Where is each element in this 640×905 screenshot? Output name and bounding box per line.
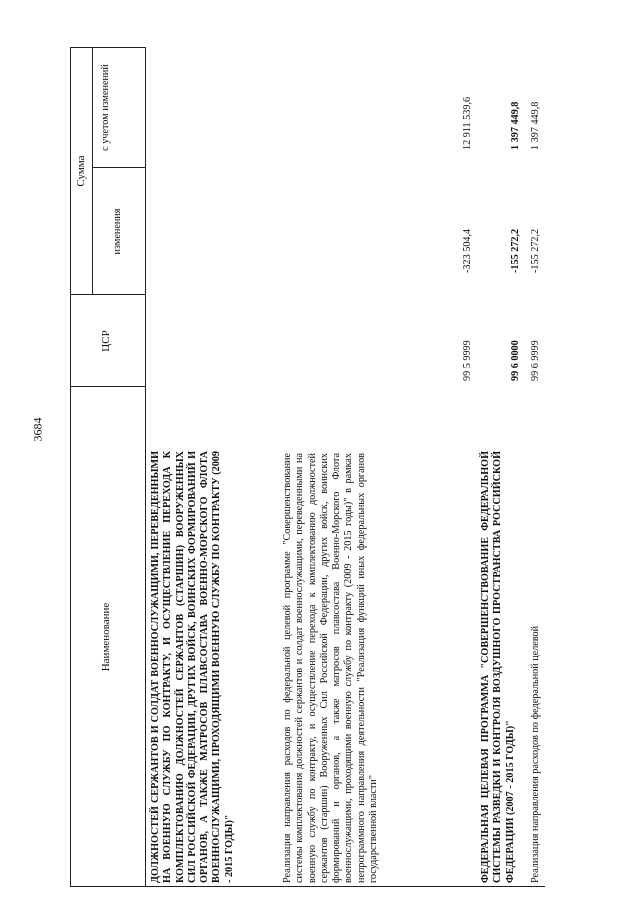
row-4-total: 1 397 449,8 (530, 101, 541, 150)
header-name: Наименование (100, 602, 112, 672)
row-3-csr: 99 6 0000 (510, 340, 521, 381)
table-border-left (70, 886, 545, 887)
row-3-change: -155 272,2 (510, 228, 521, 273)
header-with-change: с учетом изменений (100, 64, 111, 151)
page-number: 3684 (30, 417, 45, 442)
header-divider (145, 47, 146, 887)
rotated-table-frame (70, 47, 545, 887)
row-3-total: 1 397 449,8 (510, 101, 521, 150)
sum-subheader-divider (92, 47, 93, 295)
row-2-csr: 99 5 9999 (462, 340, 473, 381)
row-4-csr: 99 6 9999 (530, 340, 541, 381)
header-sum: Сумма (75, 155, 87, 187)
budget-table (70, 47, 545, 887)
row-2-change: -323 504,4 (462, 228, 473, 273)
row-1-name: ДОЛЖНОСТЕЙ СЕРЖАНТОВ И СОЛДАТ ВОЕННОСЛУЖАЩИМИ, ПЕРЕВЕДЕННЫМИ НА ВОЕННУЮ СЛУЖБУ ПО КОНТРАКТУ, И ОСУЩЕСТВЛЕНИЕ ПЕРЕХОДА К КОМПЛЕКТОВАНИЮ ДОЛЖНОСТЕЙ СЕРЖАНТОВ (СТАРШИН) ВООРУЖЕННЫХ СИЛ РОССИЙСКОЙ ФЕДЕРАЦИИ, ДРУГИХ ВОЙСК, ВОИНСКИХ ФОРМИРОВАНИЙ И ОРГАНОВ, А ТАКЖЕ МАТРОСОВ ПЛАВСОСТАВА ВОЕННО-МОРСКОГО ФЛОТА ВОЕННОСЛУЖАЩИМИ, ПРОХОДЯЩИМИ ВОЕННУЮ СЛУЖБУ ПО КОНТРАКТУ (2009 - 2015 ГОДЫ)" (150, 451, 235, 883)
table-border-top (70, 47, 71, 887)
row-4-name: Реализация направления расходов по федеральной целевой (530, 625, 541, 883)
row-2-total: 12 911 539,6 (462, 96, 473, 150)
row-4-change: -155 272,2 (530, 228, 541, 273)
header-csr: ЦСР (100, 330, 112, 352)
header-change: изменения (112, 208, 123, 255)
row-3-name: ФЕДЕРАЛЬНАЯ ЦЕЛЕВАЯ ПРОГРАММА "СОВЕРШЕНСТВОВАНИЕ ФЕДЕРАЛЬНОЙ СИСТЕМЫ РАЗВЕДКИ И КОНТРОЛЯ ВОЗДУШНОГО ПРОСТРАНСТВА РОССИЙСКОЙ ФЕДЕРАЦИИ (2007 - 2015 ГОДЫ)" (480, 451, 516, 883)
row-2-name: Реализация направления расходов по федеральной целевой программе "Совершенствование системы комплектования должностей сержантов и солдат военнослужащими, переведенными на военную службу по контракту, и осуществление перехода к комплектованию должностей сержантов (старшин) Вооруженных Сил Российской Федерации, других войск, воинских формирований и органов, а также матросов плавсостава Военно-Морского Флота военнослужащими, проходящими военную службу по контракту (2009 - 2015 годы)" в рамках непрограммного направления деятельности "Реализация функций иных федеральных органов государственной власти" (282, 453, 380, 883)
